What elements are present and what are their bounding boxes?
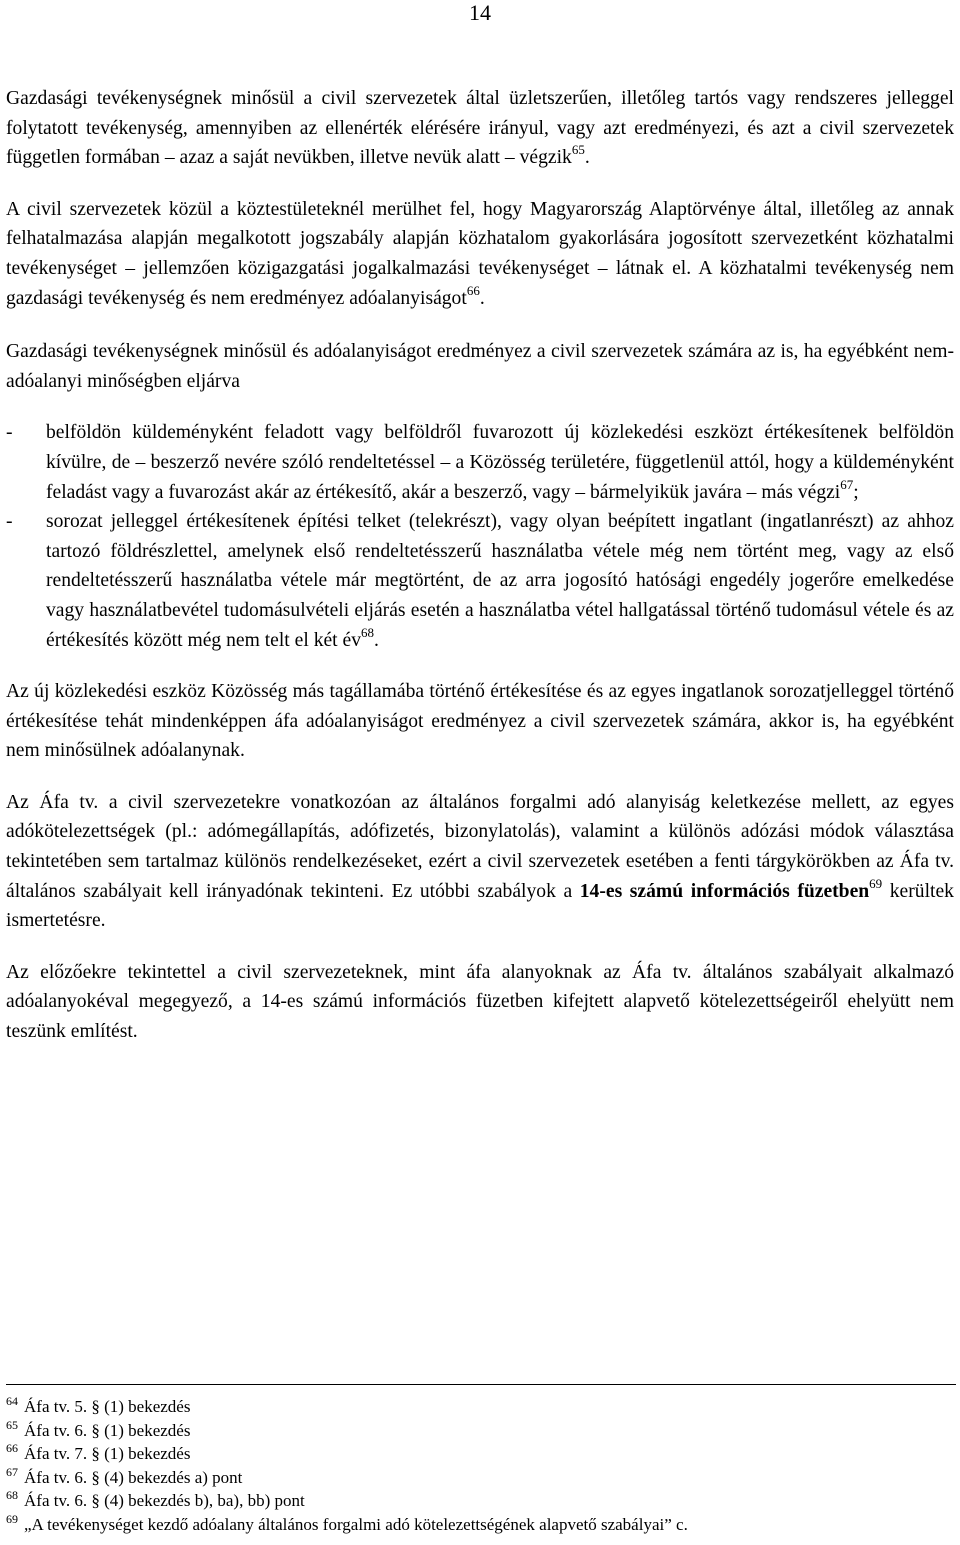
page-number: 14 bbox=[469, 0, 491, 25]
footnote: $^{69}$ „A tevékenységet kezdő adóalany általános forgalmi adó kötelezettségének alapvető szabályai” c. bbox=[6, 1511, 688, 1534]
footnote-ref-66[interactable]: 66 bbox=[466, 282, 480, 298]
footnote: $^{67}$ Áfa tv. 6. § (4) bekezdés a) pont bbox=[6, 1464, 243, 1487]
footnote: $^{64}$ Áfa tv. 5. § (1) bekezdés bbox=[6, 1394, 191, 1416]
footnote-ref-65[interactable]: 65 bbox=[571, 142, 585, 158]
paragraph-vat-act: Az Áfa tv. a civil szervezetekre vonatkozóan az általános forgalmi adó alanyiság keletkezése mellett, az egyes adókötelezettségek (pl.: adómegállapítás, adófizetés, bizonylatolás), valamint a különös adózási módok választása tekintetében sem tartalmaz különös rendelkezéseket, ezért a civil szervezetek esetében a fenti tárgykörökben az Áfa tv. általános szabályait kell irányadónak tekinteni. Ez utóbbi szabályok a 14-es számú információs füzetben$^{69}$ kerültek ismertetésre. bbox=[6, 791, 954, 932]
list-item: - sorozat jelleggel értékesítenek építési telket (telekrészt), vagy olyan beépített ingatlant (ingatlanrészt) az ahhoz tartozó földrészlettel, amelynek első rendeltetésszerű használatba vétele még nem történt meg, vagy az első rendeltetésszerű használatba vétele már megtörtént, de az arra jogosító hatósági engedély jogerőre emelkedése vagy használatbevétel tudomásulvételi eljárás esetén a használatba vétel hallgatással történő tudomásul vétele és az értékesítés között még nem telt el két $év^{68}$. bbox=[6, 507, 954, 655]
footnote: $^{65}$ Áfa tv. 6. § (1) bekezdés bbox=[6, 1417, 191, 1440]
paragraph-vehicle-property: Az új közlekedési eszköz Közösség más tagállamába történő értékesítése és az egyes ingatlanok sorozatjelleggel történő értékesítése tehát mindenképpen áfa adóalanyiságot eredményez a civil szervezetek számára, akkor is, ha egyébként nem minősülnek adóalanynak. bbox=[6, 681, 954, 762]
list-item: - belföldön küldeményként feladott vagy belföldről fuvarozott új közlekedési eszközt értékesítenek belföldön kívülre, de ‒ beszerző nevére szóló rendeltetéssel ‒ a Közösség területére, függetlenül attól, hogy a küldeményként feladást vagy a fuvarozást akár az értékesítő, akár a beszerző, vagy ‒ bármelyikük javára ‒ más végzi$^{67}$; bbox=[6, 418, 954, 507]
condition-list bbox=[6, 418, 954, 655]
footnote-ref-69[interactable]: 69 bbox=[869, 875, 883, 891]
footnote: $^{68}$ Áfa tv. 6. § (4) bekezdés b), ba), bb) pont bbox=[6, 1488, 305, 1511]
paragraph-economic-activity: Gazdasági tevékenységnek minősül a civil szervezetek által üzletszerűen, illetőleg tartós vagy rendszeres jelleggel folytatott tevékenység, amennyiben az ellenérték elérésére irányul, vagy azt eredményezi, és azt a civil szervezetek független formában ‒ azaz a saját nevükben, illetve nevük alatt ‒ végzik$^{65}$. bbox=[6, 88, 954, 169]
footnote-ref-68[interactable]: 68 bbox=[361, 624, 375, 640]
paragraph-list-intro: Gazdasági tevékenységnek minősül és adóalanyiságot eredményez a civil szervezetek számára az is, ha egyébként nem-adóalanyi minőségben eljárva bbox=[6, 341, 954, 392]
footnote: $^{66}$ Áfa tv. 7. § (1) bekezdés bbox=[6, 1441, 191, 1464]
booklet-reference: 14-es számú információs füzetben bbox=[579, 880, 870, 902]
dash-bullet: - bbox=[6, 511, 13, 533]
dash-bullet: - bbox=[6, 422, 13, 444]
paragraph-public-authority: A civil szervezetek közül a köztestületeknél merülhet fel, hogy Magyarország Alaptörvénye által, illetőleg az annak felhatalmazása alapján megalkotott jogszabály alapján közhatalom gyakorlására jogosított szervezetként közhatalmi tevékenységet ‒ jellemzően közigazgatási jogalkalmazási tevékenységet ‒ látnak el. A közhatalmi tevékenység nem gazdasági tevékenység és nem eredményez adóalanyiságot$^{66}$. bbox=[6, 198, 954, 309]
footnotes bbox=[6, 1384, 956, 1537]
paragraph-conclusion: Az előzőekre tekintettel a civil szervezeteknek, mint áfa alanyoknak az Áfa tv. általános szabályait alkalmazó adóalanyokéval megegyező, a 14-es számú információs füzetben kifejtett alapvető kötelezettségeiről ehelyütt nem teszünk említést. bbox=[6, 961, 954, 1043]
document-body bbox=[6, 84, 954, 1047]
footnote-ref-67[interactable]: 67 bbox=[840, 476, 854, 492]
